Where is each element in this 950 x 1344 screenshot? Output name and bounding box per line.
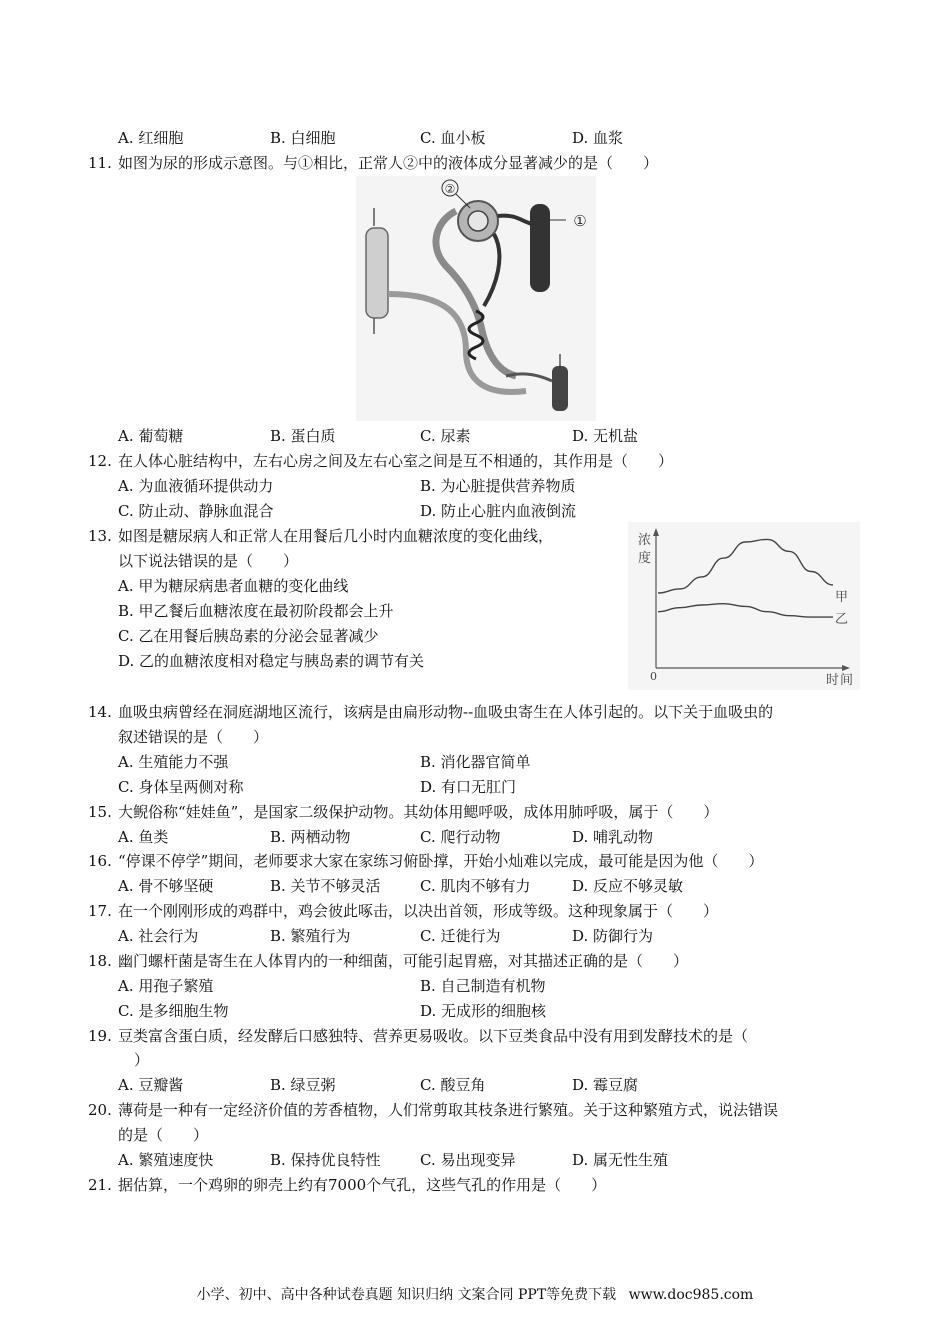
q21-stem: 据估算，一个鸡卵的卵壳上约有7000个气孔，这些气孔的作用是（ ）: [118, 1176, 607, 1194]
q13-option-d: D. 乙的血糖浓度相对稳定与胰岛素的调节有关: [118, 652, 425, 670]
x-axis-label-2: 间: [840, 673, 854, 688]
left-vessel: [366, 228, 388, 318]
q18-option-c: C. 是多细胞生物: [118, 1002, 229, 1020]
q18-option-d: D. 无成形的细胞核: [420, 1002, 547, 1020]
q12-option-d: D. 防止心脏内血液倒流: [420, 502, 577, 520]
q11-option-b: B. 蛋白质: [270, 427, 336, 445]
q17-option-d: D. 防御行为: [572, 927, 654, 945]
q17-stem: 在一个刚刚形成的鸡群中，鸡会彼此啄击，以决出首领，形成等级。这种现象属于（ ）: [118, 902, 719, 920]
q13-number: 13.: [88, 527, 112, 545]
q19-stem-line2: ）: [134, 1051, 150, 1069]
q16-option-d: D. 反应不够灵敏: [572, 877, 684, 895]
q16-option-a: A. 骨不够坚硬: [118, 877, 214, 895]
q13-option-a: A. 甲为糖尿病患者血糖的变化曲线: [118, 577, 349, 595]
q11-option-c: C. 尿素: [420, 427, 471, 445]
urine-formation-diagram: [356, 176, 596, 421]
q14-option-b: B. 消化器官简单: [420, 753, 531, 771]
q18-option-a: A. 用孢子繁殖: [118, 977, 214, 995]
q14-number: 14.: [88, 703, 112, 721]
label-1: ①: [573, 212, 587, 230]
q13-stem-line2: 以下说法错误的是（ ）: [118, 552, 299, 570]
q20-option-c: C. 易出现变异: [420, 1151, 516, 1169]
q17-number: 17.: [88, 902, 112, 920]
q11-number: 11.: [88, 154, 112, 172]
q18-number: 18.: [88, 952, 112, 970]
footer-text: 小学、初中、高中各种试卷真题 知识归纳 文案合同 PPT等免费下载: [196, 1287, 617, 1303]
series-label-2: 乙: [835, 612, 849, 628]
q10-option-a: A. 红细胞: [118, 129, 184, 147]
q20-stem-line1: 薄荷是一种有一定经济价值的芳香植物，人们常剪取其枝条进行繁殖。关于这种繁殖方式，说法错误: [118, 1101, 779, 1119]
q11-option-d: D. 无机盐: [572, 427, 639, 445]
q14-stem-line2: 叙述错误的是（ ）: [118, 728, 269, 746]
blood-glucose-chart: [628, 522, 860, 690]
q10-option-c: C. 血小板: [420, 129, 486, 147]
q15-option-b: B. 两栖动物: [270, 828, 351, 846]
q16-number: 16.: [88, 852, 112, 870]
q17-option-b: B. 繁殖行为: [270, 927, 351, 945]
q13-option-b: B. 甲乙餐后血糖浓度在最初阶段都会上升: [118, 602, 394, 620]
q13-stem-line1: 如图是糖尿病人和正常人在用餐后几小时内血糖浓度的变化曲线，: [118, 527, 554, 545]
q17-option-a: A. 社会行为: [118, 927, 199, 945]
q20-number: 20.: [88, 1101, 112, 1119]
q15-option-d: D. 哺乳动物: [572, 828, 654, 846]
renal-vein: [552, 366, 568, 411]
q12-option-a: A. 为血液循环提供动力: [118, 477, 274, 495]
q12-stem: 在人体心脏结构中，左右心房之间及左右心室之间是互不相通的，其作用是（ ）: [118, 452, 674, 470]
q16-stem: “停课不停学”期间，老师要求大家在家练习俯卧撑，开始小灿难以完成，最可能是因为他（ ）: [118, 852, 764, 870]
q19-option-c: C. 酸豆角: [420, 1076, 486, 1094]
q18-option-b: B. 自己制造有机物: [420, 977, 546, 995]
y-axis-label-2: 度: [638, 551, 652, 566]
q20-option-b: B. 保持优良特性: [270, 1151, 381, 1169]
q19-stem-line1: 豆类富含蛋白质，经发酵后口感独特、营养更易吸收。以下豆类食品中没有用到发酵技术的是（: [118, 1027, 749, 1045]
q14-option-d: D. 有口无肛门: [420, 778, 517, 796]
q12-number: 12.: [88, 452, 112, 470]
label-2: ②: [444, 182, 456, 196]
q18-stem: 幽门螺杆菌是寄生在人体胃内的一种细菌，可能引起胃癌，对其描述正确的是（ ）: [118, 952, 689, 970]
q14-stem-line1: 血吸虫病曾经在洞庭湖地区流行，该病是由扁形动物--血吸虫寄生在人体引起的。以下关于血吸虫的: [118, 703, 774, 721]
q20-stem-line2: 的是（ ）: [118, 1126, 209, 1144]
footer-url[interactable]: www.doc985.com: [628, 1287, 754, 1303]
q19-option-d: D. 霉豆腐: [572, 1076, 639, 1094]
q16-option-b: B. 关节不够灵活: [270, 877, 381, 895]
renal-artery: [530, 204, 550, 292]
q19-number: 19.: [88, 1027, 112, 1045]
q20-option-d: D. 属无性生殖: [572, 1151, 669, 1169]
q19-option-b: B. 绿豆粥: [270, 1076, 336, 1094]
x-axis-label-1: 时: [826, 673, 840, 688]
q10-option-d: D. 血浆: [572, 129, 624, 147]
capsule-cavity: [468, 211, 488, 231]
q12-option-c: C. 防止动、静脉血混合: [118, 502, 274, 520]
q15-number: 15.: [88, 803, 112, 821]
page-footer: [0, 1285, 950, 1305]
series-label-1: 甲: [835, 589, 849, 605]
q17-option-c: C. 迁徙行为: [420, 927, 501, 945]
q11-stem: 如图为尿的形成示意图。与①相比，正常人②中的液体成分显著减少的是（ ）: [118, 154, 659, 172]
q12-option-b: B. 为心脏提供营养物质: [420, 477, 576, 495]
q16-option-c: C. 肌肉不够有力: [420, 877, 531, 895]
q21-number: 21.: [88, 1176, 112, 1194]
q11-option-a: A. 葡萄糖: [118, 427, 184, 445]
q20-option-a: A. 繁殖速度快: [118, 1151, 214, 1169]
origin-label: 0: [650, 670, 657, 683]
q15-stem: 大鲵俗称“娃娃鱼”，是国家二级保护动物。其幼体用鳃呼吸，成体用肺呼吸，属于（ ）: [118, 803, 719, 821]
q19-option-a: A. 豆瓣酱: [118, 1076, 184, 1094]
q10-option-b: B. 白细胞: [270, 129, 336, 147]
y-axis-label-1: 浓: [638, 533, 652, 548]
q15-option-c: C. 爬行动物: [420, 828, 501, 846]
q14-option-c: C. 身体呈两侧对称: [118, 778, 244, 796]
q15-option-a: A. 鱼类: [118, 828, 169, 846]
q14-option-a: A. 生殖能力不强: [118, 753, 229, 771]
q13-option-c: C. 乙在用餐后胰岛素的分泌会显著减少: [118, 627, 379, 645]
